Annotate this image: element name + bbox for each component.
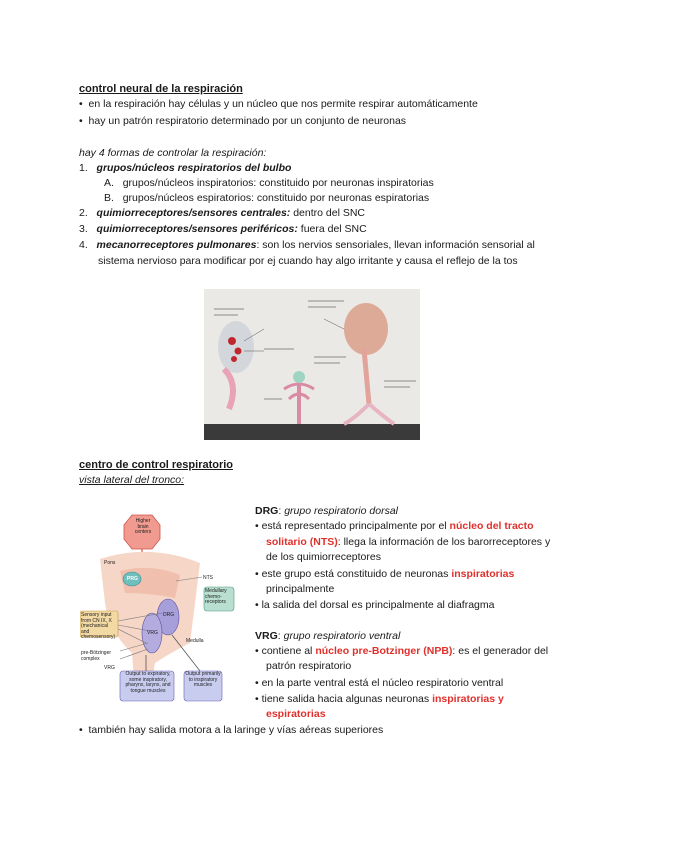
vrg-bullet-3-l2 xyxy=(266,708,326,720)
list-item-4-cont: sistema nervioso para modificar por ej cuando hay algo irritante y causa el reflejo de la tos xyxy=(98,255,518,267)
vrg-bullet-2: • en la parte ventral está el núcleo respiratorio ventral xyxy=(255,677,504,689)
vrg-top-label: VRG xyxy=(147,630,158,636)
prebotzinger-label: pre-Bötzinger complex xyxy=(81,650,112,662)
prg-label: PRG xyxy=(127,576,138,582)
section1-title: control neural de la respiración xyxy=(79,83,243,95)
drg-label: DRG xyxy=(163,612,175,618)
vrg-bullet-1-l2: patrón respiratorio xyxy=(266,660,352,672)
drg-bullet-2: • este grupo está constituido de neuronas inspiratorias xyxy=(255,568,515,580)
bullet-2-text: hay un patrón respiratorio determinado por un conjunto de neuronas xyxy=(88,115,407,127)
vrg-b2-text: en la parte ventral está el núcleo respiratorio ventral xyxy=(261,677,504,689)
intro-text: hay 4 formas de controlar la respiración: xyxy=(79,147,267,159)
sub-item-a xyxy=(104,177,434,189)
list-label-3: quimiorreceptores/sensores periféricos: xyxy=(96,223,298,235)
list-rest-3: fuera del SNC xyxy=(297,223,367,235)
output-inspiratory-label: Output primarily to inspiratory muscles xyxy=(185,671,221,688)
section2-subtitle: vista lateral del tronco: xyxy=(79,474,185,486)
list-num-1: 1. xyxy=(79,162,88,174)
higher-centers-label: Higher brain centers xyxy=(134,518,152,535)
list-rest-2: dentro del SNC xyxy=(290,207,365,219)
list-label-1: grupos/núcleos respiratorios del bulbo xyxy=(96,162,292,174)
pons-label: Pons xyxy=(104,560,116,566)
drg-b1-red: núcleo del tracto xyxy=(449,520,534,532)
list-item-1 xyxy=(79,162,291,174)
list-item-3 xyxy=(79,223,367,235)
drg-b1-pre: está representado principalmente por el xyxy=(261,520,450,532)
lecture-slide-photo xyxy=(204,289,420,440)
list-num-3: 3. xyxy=(79,223,88,235)
drg-b2-red: inspiratorias xyxy=(451,568,515,580)
section2-title: centro de control respiratorio xyxy=(79,459,234,471)
sensory-input-label: Sensory input from CN IX, X (mechanical and chemosensory) xyxy=(81,612,116,640)
vrg-b1-pre: contiene al xyxy=(261,645,316,657)
vrg-b3-pre: tiene salida hacia algunas neuronas xyxy=(261,693,433,705)
list-num-4: 4. xyxy=(79,239,88,251)
list-label-2: quimiorreceptores/sensores centrales: xyxy=(96,207,291,219)
vrg-bullet-1: • contiene al núcleo pre-Botzinger (NPB): es el generador del xyxy=(255,645,549,657)
vrg-abbrev: VRG xyxy=(255,630,278,642)
nts-label: NTS xyxy=(203,575,213,581)
drg-bullet-1: • está representado principalmente por el núcleo del tracto xyxy=(255,520,534,532)
bullet-1: • en la respiración hay células y un núcleo que nos permite respirar automáticamente xyxy=(79,98,478,110)
medulla-label: Medulla xyxy=(186,638,204,644)
list-item-4 xyxy=(79,239,535,251)
vrg-label: VRG xyxy=(104,665,115,671)
sub-letter-a: A. xyxy=(104,177,114,189)
chemo-label: Medullary chemo-receptors xyxy=(205,588,227,605)
vrg-bullet-3: • tiene salida hacia algunas neuronas inspiratorias y xyxy=(255,693,504,705)
drg-bullet-1-l3: de los quimiorreceptores xyxy=(266,551,381,563)
vrg-b3-red: inspiratorias y xyxy=(432,693,504,705)
final-bullet-text: también hay salida motora a la laringe y vías aéreas superiores xyxy=(88,724,384,736)
vrg-desc: grupo respiratorio ventral xyxy=(283,630,401,642)
list-item-2 xyxy=(79,207,365,219)
list-label-4: mecanorreceptores pulmonares xyxy=(96,239,257,251)
list-rest-4: : son los nervios sensoriales, llevan información sensorial al xyxy=(256,239,535,251)
slide-illustration xyxy=(204,289,420,440)
drg-b3-text: la salida del dorsal es principalmente al diafragma xyxy=(261,599,495,611)
output-expiratory-label: Output to expiratory, some inspiratory, pharynx, larynx, and tongue muscles xyxy=(125,671,171,694)
sub-item-b xyxy=(104,192,429,204)
bullet-2: • hay un patrón respiratorio determinado por un conjunto de neuronas xyxy=(79,115,407,127)
vrg-b3-red2: espiratorias xyxy=(266,708,326,720)
drg-heading: DRG: grupo respiratorio dorsal xyxy=(255,505,398,517)
drg-bullet-3: • la salida del dorsal es principalmente al diafragma xyxy=(255,599,495,611)
vrg-b1-red: núcleo pre-Botzinger (NPB) xyxy=(315,645,453,657)
drg-b1-red2: solitario (NTS) xyxy=(266,536,338,548)
drg-b2-pre: este grupo está constituido de neuronas xyxy=(261,568,452,580)
bullet-1-text: en la respiración hay células y un núcleo que nos permite respirar automáticamente xyxy=(88,98,478,110)
sub-text-b: grupos/núcleos espiratorios: constituido por neuronas espiratorias xyxy=(122,192,430,204)
list-num-2: 2. xyxy=(79,207,88,219)
vrg-b1-post: : es el generador del xyxy=(452,645,549,657)
final-bullet: • también hay salida motora a la laringe y vías aéreas superiores xyxy=(79,724,384,736)
sub-letter-b: B. xyxy=(104,192,114,204)
drg-bullet-2-l2: principalmente xyxy=(266,583,335,595)
vrg-heading: VRG: grupo respiratorio ventral xyxy=(255,630,401,642)
drg-b1-post: : llega la información de los barorreceptores y xyxy=(337,536,551,548)
drg-bullet-1-l2 xyxy=(266,536,550,548)
drg-desc: grupo respiratorio dorsal xyxy=(284,505,398,517)
drg-abbrev: DRG xyxy=(255,505,279,517)
sub-text-a: grupos/núcleos inspiratorios: constituido por neuronas inspiratorias xyxy=(122,177,434,189)
